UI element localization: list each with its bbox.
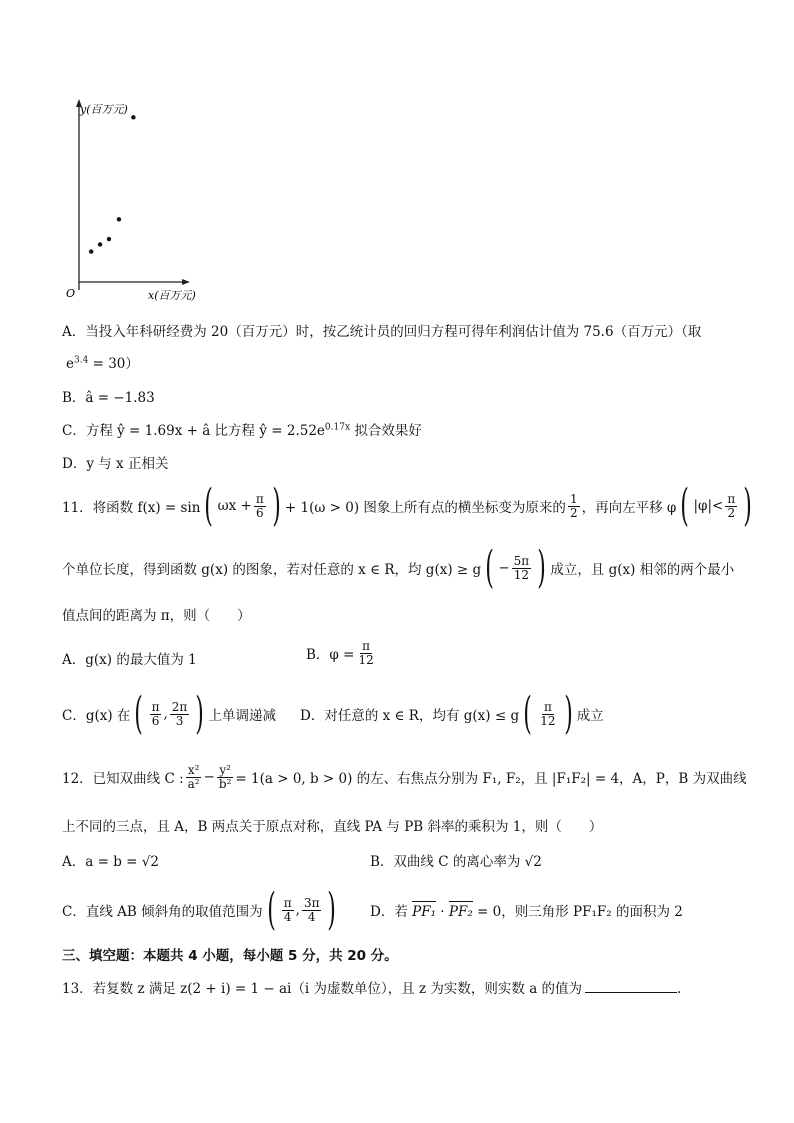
scatter-chart [60, 95, 210, 305]
q11-stem-cont-b: 成立，且 g(x) 相邻的两个最小 [550, 562, 735, 578]
q10-option-a-exp: 3.4 [74, 355, 89, 366]
q11-option-c-text: C．g(x) 在 [62, 708, 131, 724]
q10-option-d-text: D．y 与 x 正相关 [62, 456, 169, 472]
q13-answer-blank[interactable] [585, 978, 677, 993]
q11-phi-abs: |φ|< [693, 498, 724, 514]
q11-omega-x: ωx + [217, 498, 252, 514]
q12-stem-start: 12．已知双曲线 C : [62, 771, 184, 788]
q11-pi-over-2: $\frac{\pi}{2}$ [727, 491, 736, 520]
q10-option-a [62, 320, 701, 340]
q12-option-a [62, 850, 159, 870]
q13 [62, 977, 681, 997]
q12-option-c-interval: ( $\frac{\pi}{4}$ , $\frac{3\pi}{4}$ ) [266, 884, 337, 935]
q10-option-a-e: e [66, 356, 74, 372]
q10-option-c [62, 419, 422, 439]
q12-option-d-tail: = 0，则三角形 PF₁F₂ 的面积为 2 [472, 904, 683, 920]
q11-phi-condition: ( |φ|< $\frac{\pi}{2}$ ) [680, 480, 753, 531]
y-axis-label: y(百万元) [80, 103, 128, 116]
q12-option-b-text: B．双曲线 C 的离心率为 √2 [370, 854, 542, 870]
q10-option-b-text: B．â = −1.83 [62, 390, 155, 406]
q11-stem-end: 值点间的距离为 π，则（ ） [62, 608, 251, 624]
q11-option-c-tail: 上单调递减 [208, 708, 276, 724]
q12-option-d-text: D．若 [370, 904, 413, 920]
q12-line-1: 12．已知双曲线 C : $\frac{\text{x²}}{\text{a²}}$ − $\frac{\text{y²}}{\text{b²}}$ = 1(a > 0, b > 0) 的左、右焦点分别为 F₁, F₂，且 |F₁F₂| = 4，A，P，B 为双曲线 [62, 763, 747, 791]
q11-stem-start: 11．将函数 f(x) = sin [62, 500, 201, 516]
q11-stem-cont: 个单位长度，得到函数 g(x) 的图象，若对任意的 x ∈ R，均 g(x) ≥ g [62, 562, 482, 578]
q10-option-a-text: A．当投入年科研经费为 20（百万元）时，按乙统计员的回归方程可得年利润估计值为 75.6（百万元）（取 [62, 324, 702, 340]
q11-option-d [300, 688, 604, 739]
q11-option-a [62, 648, 197, 668]
q11-option-d-tail: 成立 [576, 708, 604, 724]
q11-option-c-interval: ( $\frac{\pi}{6}$ , $\frac{2\pi}{3}$ ) [134, 688, 205, 739]
origin-label: O [66, 287, 76, 300]
q11-stem-shift: ，再向左平移 φ [581, 500, 677, 516]
q11-line-2 [62, 542, 735, 593]
q10-option-a-cont [66, 352, 139, 372]
q11-option-b [306, 640, 378, 666]
q12-option-c-text: C．直线 AB 倾斜角的取值范围为 [62, 904, 263, 920]
section-3-heading [62, 944, 398, 964]
q11-option-d-arg: ( $\frac{\pi}{12}$ ) [523, 688, 573, 739]
q10-option-b [62, 386, 155, 406]
q12-stem-end: 上不同的三点，且 A，B 两点关于原点对称，直线 PA 与 PB 斜率的乘积为 1，则（ ） [62, 819, 603, 835]
data-point-5 [131, 115, 135, 119]
q11-option-a-text: A．g(x) 的最大值为 1 [62, 652, 197, 668]
q11-sin-arg: ( ωx + $\frac{\pi}{6}$ ) [204, 480, 281, 531]
q10-option-c-tail: 拟合效果好 [350, 423, 422, 439]
q11-option-d-text: D．对任意的 x ∈ R，均有 g(x) ≤ g [300, 708, 520, 724]
q11-option-b-text: B．φ = [306, 647, 355, 664]
q13-end: . [677, 981, 682, 997]
q10-option-d [62, 452, 168, 472]
q11-g-arg: ( − $\frac{5\pi}{12}$ ) [485, 542, 547, 593]
q11-5pi-over-12: $\frac{5\pi}{12}$ [513, 553, 530, 582]
data-point-4 [117, 217, 121, 221]
q12-option-d [370, 900, 683, 920]
scatter-plot-svg [60, 95, 210, 305]
data-point-2 [98, 242, 102, 246]
q12-option-c [62, 884, 341, 935]
q12-stem-mid: = 1(a > 0, b > 0) 的左、右焦点分别为 F₁, F₂，且 |F₁F₂| = 4，A，P，B 为双曲线 [235, 771, 747, 788]
x-axis-label: x(百万元) [148, 289, 196, 302]
q12-vector-pf2: PF₂ [448, 904, 473, 920]
q11-pi-over-6: $\frac{\pi}{6}$ [255, 491, 264, 520]
data-point-3 [107, 237, 111, 241]
q11-line-3 [62, 604, 251, 624]
q13-text: 13．若复数 z 满足 z(2 + i) = 1 − ai（i 为虚数单位），且 z 为实数，则实数 a 的值为 [62, 981, 583, 997]
q12-option-b [370, 850, 542, 870]
q10-option-c-exp: 0.17x [324, 422, 351, 433]
q11-option-b-frac: $\frac{\pi}{12}$ [358, 639, 374, 667]
section-3-title: 三、填空题：本题共 4 小题，每小题 5 分，共 20 分。 [62, 948, 398, 964]
q10-option-a-tail: = 30） [88, 356, 139, 372]
q10-option-c-text: C．方程 ŷ = 1.69x + â 比方程 ŷ = 2.52e [62, 423, 325, 439]
q12-line-2 [62, 815, 602, 835]
q12-option-a-text: A．a = b = √2 [62, 854, 159, 870]
data-point-1 [89, 249, 93, 253]
q12-x2-over-a2: $\frac{\text{x²}}{\text{a²}}$ [187, 763, 200, 791]
q12-vector-pf1: PF₁ [412, 904, 436, 920]
q11-option-c [62, 688, 276, 739]
q12-y2-over-b2: $\frac{\text{y²}}{\text{b²}}$ [218, 763, 232, 791]
q11-half: $\frac{1}{2}$ [569, 491, 578, 520]
q11-line-1 [62, 480, 756, 531]
q11-stem-mid: + 1(ω > 0) 图象上所有点的横坐标变为原来的 [284, 500, 566, 516]
q12-dot: · [436, 904, 449, 920]
x-axis-arrow [182, 279, 190, 285]
